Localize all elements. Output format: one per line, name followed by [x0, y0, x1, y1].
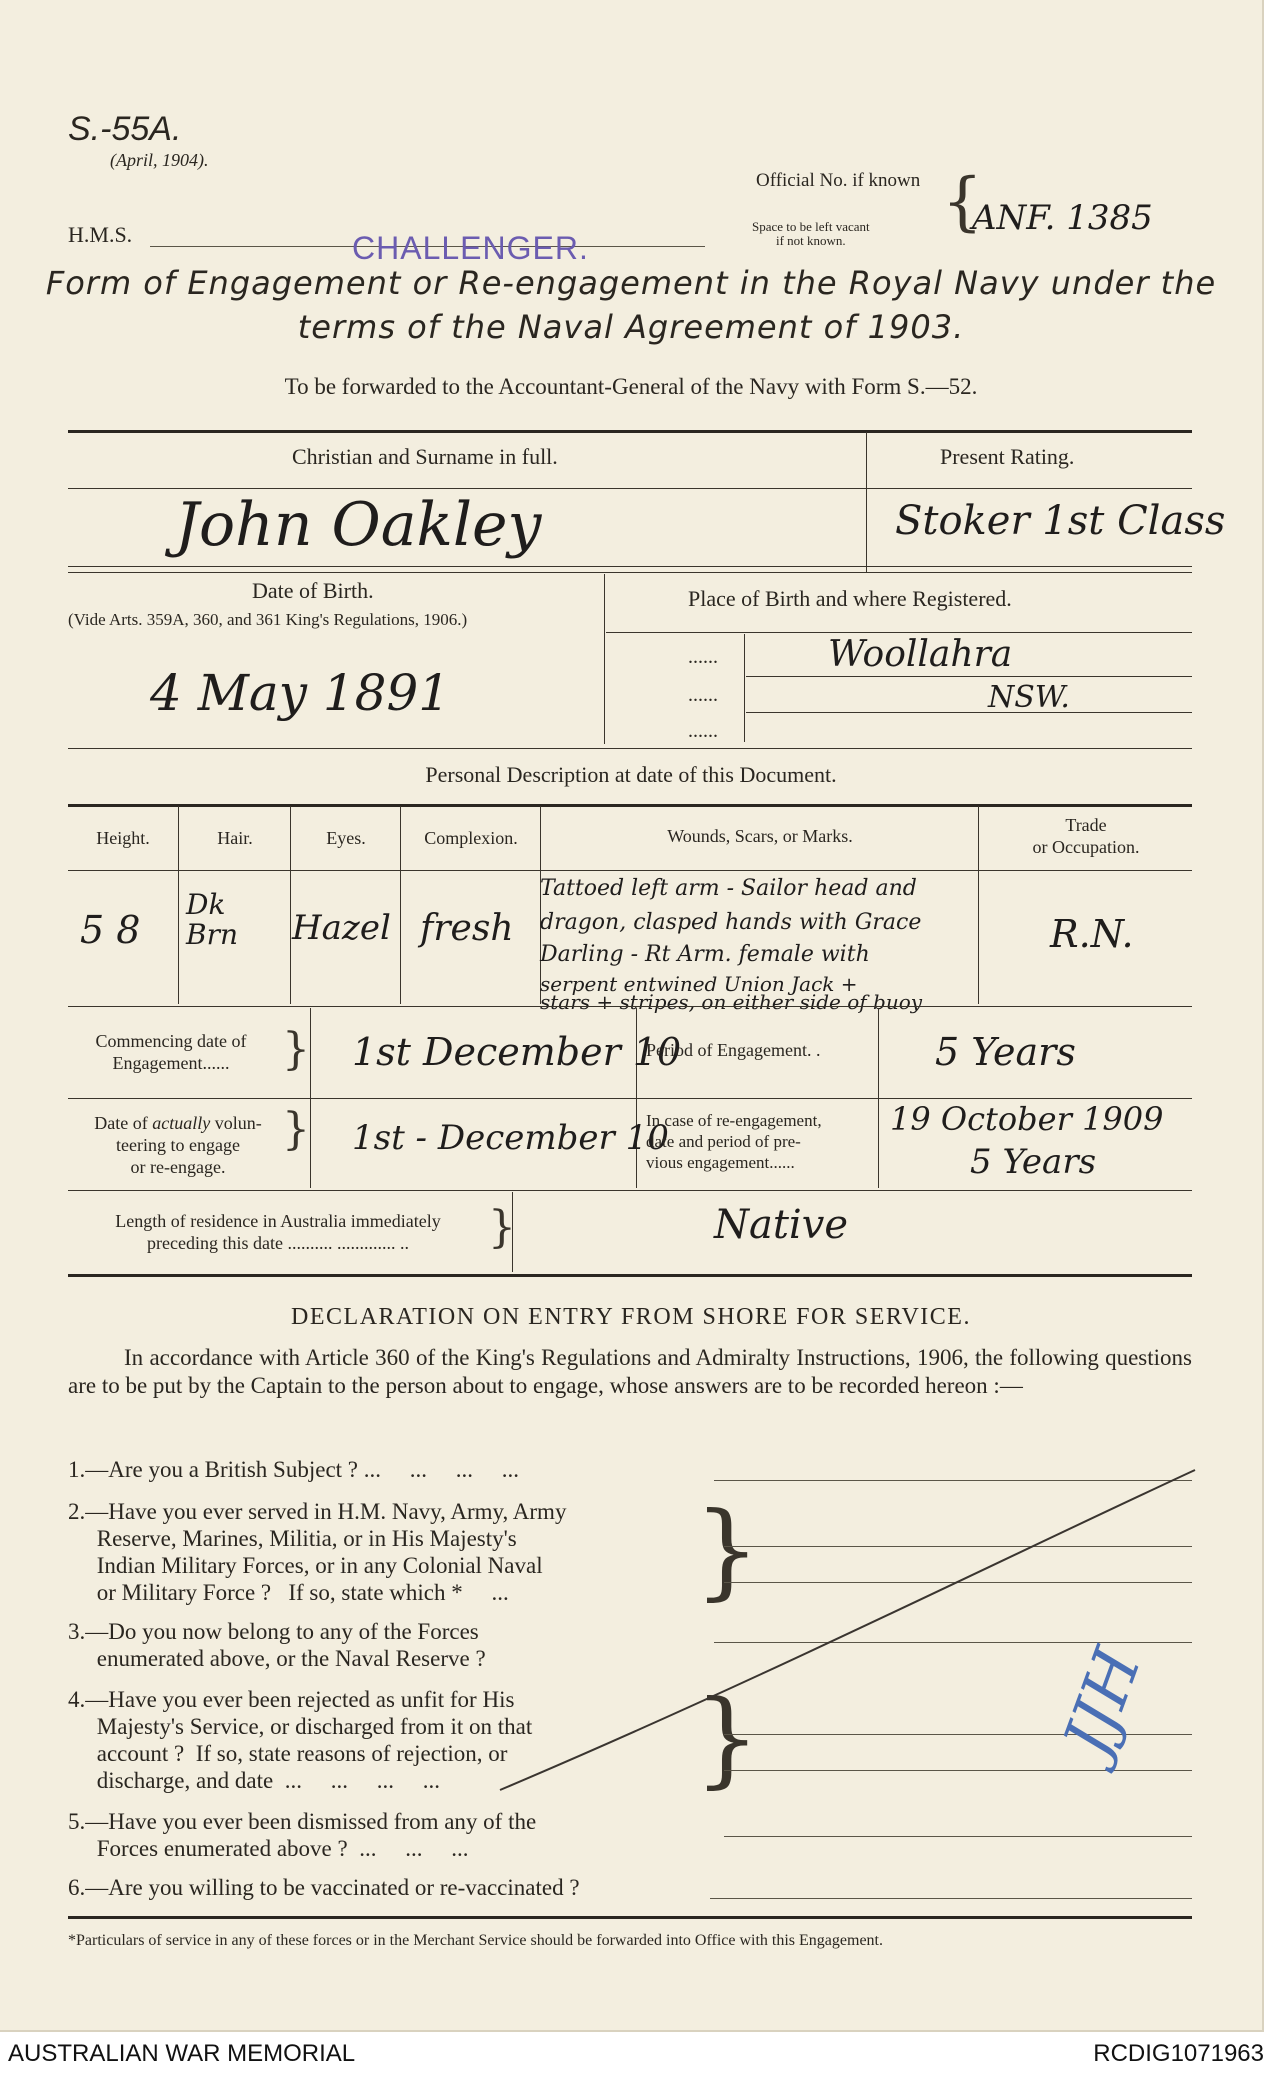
- declaration-intro: In accordance with Article 360 of the King's Regulations and Admiralty Instructions, 1906, the following questions are to be put by the Captain to the person about to engage, whose answers are to be recorded hereon :—: [68, 1345, 1192, 1398]
- brace: }: [488, 1202, 516, 1253]
- residence-value: Native: [714, 1202, 848, 1248]
- col-complexion: Complexion.: [424, 828, 518, 848]
- col-trade: Trade or Occupation.: [1032, 815, 1140, 857]
- pob-line2: NSW.: [988, 680, 1070, 715]
- initials: JJH: [1050, 1639, 1157, 1766]
- question-5: 5.—Have you ever been dismissed from any of the Forces enumerated above ? ... ... ...: [68, 1809, 537, 1861]
- dob-note: (Vide Arts. 359A, 360, and 361 King's Regulations, 1906.): [68, 610, 468, 629]
- dob-value: 4 May 1891: [150, 664, 451, 722]
- footnote: *Particulars of service in any of these forces or in the Merchant Service should be forwarded into Office with this Engagement.: [68, 1932, 883, 1949]
- space-note: Space to be left vacant if not known.: [752, 219, 870, 248]
- forward-note: To be forwarded to the Accountant-General of the Navy with Form S.—52.: [284, 374, 978, 399]
- reengagement-value2: 5 Years: [970, 1142, 1097, 1182]
- rule: [68, 1916, 1192, 1919]
- rating-label: Present Rating.: [940, 444, 1075, 469]
- marks-line-3: Darling - Rt Arm. female with: [540, 942, 870, 967]
- marks-line-1: Tattoed left arm - Sailor head and: [540, 876, 917, 901]
- pob-line1: Woollahra: [828, 634, 1013, 675]
- pob-dots-3: ......: [688, 720, 718, 742]
- commencing-label: Commencing date of Engagement......: [95, 1031, 247, 1073]
- question-2: 2.—Have you ever served in H.M. Navy, Army, Army Reserve, Marines, Militia, or in His Majesty's Indian Military Forces, or in any Colonial Naval or Military Force ? If so, state which * ...: [68, 1499, 567, 1605]
- marks-line-4: serpent entwined Union Jack +: [540, 972, 858, 996]
- brace: }: [694, 1489, 761, 1611]
- name-label: Christian and Surname in full.: [292, 444, 558, 469]
- col-marks: Wounds, Scars, or Marks.: [667, 826, 853, 846]
- reengagement-value1: 19 October 1909: [890, 1100, 1164, 1138]
- hms-label: H.M.S.: [68, 222, 133, 247]
- period-label: Period of Engagement. .: [646, 1040, 821, 1060]
- form-code: S.-55A.: [68, 110, 182, 148]
- question-4: 4.—Have you ever been rejected as unfit for His Majesty's Service, or discharged from it on that account ? If so, state reasons of rejection, or discharge, and date ... ... ... ...: [68, 1687, 533, 1793]
- footer-left: AUSTRALIAN WAR MEMORIAL: [8, 2040, 356, 2067]
- reengagement-label: In case of re-engagement, date and period of pre- vious engagement......: [646, 1111, 822, 1172]
- form-title-line1: Form of Engagement or Re-engagement in the Royal Navy under the: [45, 264, 1217, 302]
- hair-value: Dk Brn: [186, 888, 238, 951]
- pob-label: Place of Birth and where Registered.: [688, 586, 1012, 611]
- pob-dots-2: ......: [688, 684, 718, 706]
- marks-line-2: dragon, clasped hands with Grace: [540, 910, 922, 935]
- official-no-value: ANF. 1385: [972, 198, 1153, 238]
- period-value: 5 Years: [935, 1030, 1076, 1074]
- name-value: John Oakley: [175, 490, 542, 560]
- form-date: (April, 1904).: [110, 150, 209, 170]
- marks-line-5: stars + stripes, on either side of buoy: [540, 990, 923, 1014]
- height-value: 5 8: [80, 908, 141, 952]
- residence-label: Length of residence in Australia immediately preceding this date .......... ............. ..: [115, 1211, 441, 1253]
- official-no-label: Official No. if known: [756, 170, 921, 191]
- brace: }: [282, 1024, 310, 1075]
- question-6: 6.—Are you willing to be vaccinated or re-vaccinated ?: [68, 1875, 580, 1900]
- brace: }: [282, 1104, 310, 1155]
- brace: }: [694, 1677, 761, 1799]
- dob-label: Date of Birth.: [252, 578, 374, 603]
- col-height: Height.: [96, 828, 150, 848]
- col-eyes: Eyes.: [326, 828, 366, 848]
- ship-stamp: CHALLENGER.: [352, 230, 589, 266]
- footer-right: RCDIG1071963: [1093, 2040, 1264, 2067]
- form-title-line2: terms of the Naval Agreement of 1903.: [297, 308, 965, 346]
- volunteer-label-post: volun- teering to engage or re-engage.: [116, 1113, 262, 1177]
- trade-value: R.N.: [1050, 912, 1134, 956]
- col-hair: Hair.: [217, 828, 253, 848]
- declaration-heading: DECLARATION ON ENTRY FROM SHORE FOR SERVICE.: [291, 1304, 971, 1330]
- question-3: 3.—Do you now belong to any of the Forces enumerated above, or the Naval Reserve ?: [68, 1619, 486, 1671]
- complexion-value: fresh: [420, 908, 514, 949]
- question-1: 1.—Are you a British Subject ? ... ... ... ...: [68, 1457, 520, 1482]
- commencing-value: 1st December 10: [352, 1030, 682, 1074]
- description-heading: Personal Description at date of this Document.: [425, 762, 837, 787]
- volunteer-label-em: actually: [152, 1113, 211, 1133]
- official-no-brace: {: [942, 165, 983, 239]
- eyes-value: Hazel: [292, 908, 391, 948]
- volunteer-value: 1st - December 10: [352, 1118, 669, 1158]
- rating-value: Stoker 1st Class: [895, 498, 1226, 544]
- volunteer-label-pre: Date of: [94, 1113, 153, 1133]
- pob-dots-1: ......: [688, 646, 718, 668]
